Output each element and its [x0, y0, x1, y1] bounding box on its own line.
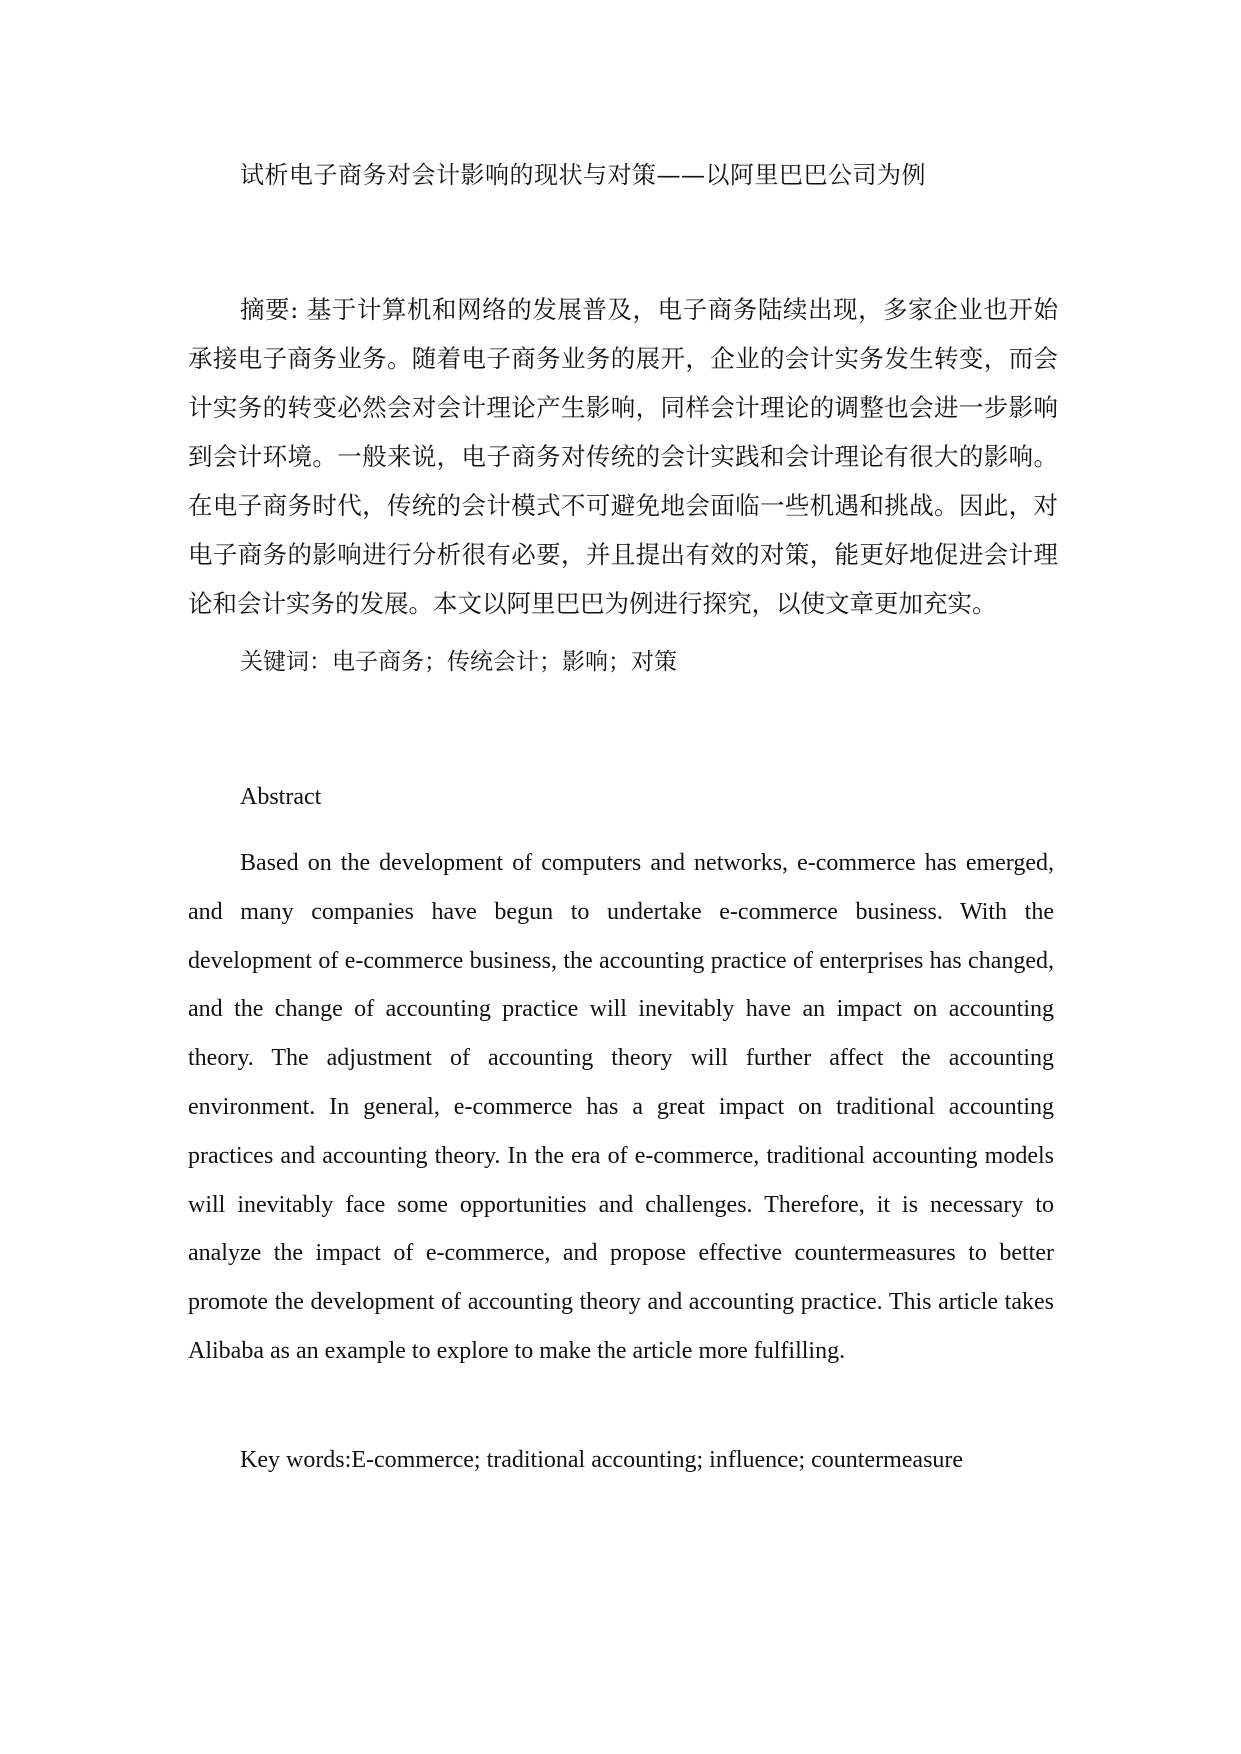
english-abstract-heading: Abstract [240, 784, 322, 810]
document-title: 试析电子商务对会计影响的现状与对策——以阿里巴巴公司为例 [240, 161, 926, 189]
chinese-abstract: 摘要: 基于计算机和网络的发展普及，电子商务陆续出现，多家企业也开始承接电子商务业务。随着电子商务业务的展开，企业的会计实务发生转变，而会计实务的转变必然会对会计理论产生影响，同样会计理论的调整也会进一步影响到会计环境。一般来说，电子商务对传统的会计实践和会计理论有很大的影响。在电子商务时代，传统的会计模式不可避免地会面临一些机遇和挑战。因此，对电子商务的影响进行分析很有必要，并且提出有效的对策，能更好地促进会计理论和会计实务的发展。本文以阿里巴巴为例进行探究，以使文章更加充实。 [188, 295, 1058, 618]
english-keywords: Key words:E-commerce; traditional accounting; influence; countermeasure [240, 1447, 964, 1473]
english-abstract: Based on the development of computers and networks, e-commerce has emerged, and many companies have begun to undertake e-commerce business. With the development of e-commerce business, the accounting practice of enterprises has changed, and the change of accounting practice will inevitably have an impact on accounting theory. The adjustment of accounting theory will further affect the accounting environment. In general, e-commerce has a great impact on traditional accounting practices and accounting theory. In the era of e-commerce, traditional accounting models will inevitably face some opportunities and challenges. Therefore, it is necessary to analyze the impact of e-commerce, and propose effective countermeasures to better promote the development of accounting theory and accounting practice. This article takes Alibaba as an example to explore to make the article more fulfilling. [188, 850, 1054, 1364]
chinese-keywords: 关键词：电子商务；传统会计；影响；对策 [240, 649, 677, 675]
